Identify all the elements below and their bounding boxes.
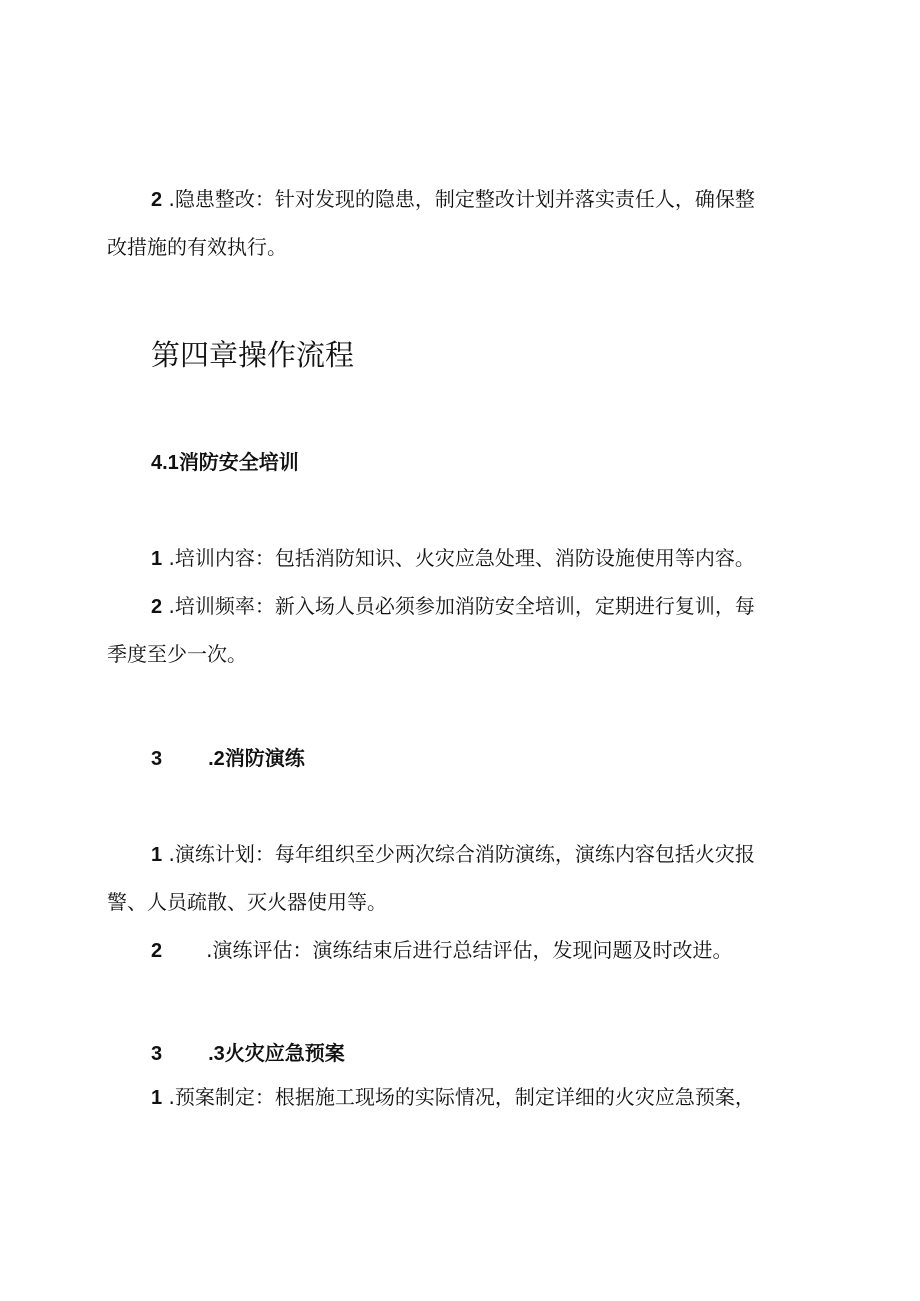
item-number: 2 — [151, 940, 163, 962]
paragraph-continuation — [107, 888, 387, 916]
section-title: 火灾应急预案 — [224, 1041, 345, 1065]
paragraph-text-line: 季度至少一次。 — [107, 642, 247, 666]
paragraph-drill-plan — [151, 840, 755, 869]
section-title: 消防演练 — [224, 746, 305, 770]
item-number: 2 — [151, 596, 163, 618]
item-number: 2 — [151, 189, 163, 211]
item-number: 1 — [151, 844, 163, 866]
paragraph-text-line: .演练计划：每年组织至少两次综合消防演练，演练内容包括火灾报 — [168, 842, 755, 866]
paragraph-continuation — [107, 233, 287, 261]
section-heading-training — [151, 448, 299, 477]
section-subnumber: .2 — [208, 748, 225, 770]
item-number: 1 — [151, 1087, 163, 1109]
paragraph-training-content — [151, 544, 755, 573]
chapter-title: 第四章操作流程 — [151, 338, 355, 372]
paragraph-text-line: 改措施的有效执行。 — [107, 235, 287, 259]
paragraph-drill-evaluation — [151, 936, 732, 965]
paragraph-text-line: 警、人员疏散、灭火器使用等。 — [107, 890, 387, 914]
paragraph-plan-formulation — [151, 1083, 755, 1112]
section-number: 4.1 — [151, 452, 179, 474]
section-number: 3 — [151, 748, 163, 770]
paragraph-text-line: .培训内容：包括消防知识、火灾应急处理、消防设施使用等内容。 — [168, 546, 755, 570]
paragraph-text-line: .预案制定：根据施工现场的实际情况，制定详细的火灾应急预案， — [168, 1085, 755, 1109]
section-title: 消防安全培训 — [178, 450, 299, 474]
paragraph-text-line: .演练评估：演练结束后进行总结评估，发现问题及时改进。 — [206, 938, 733, 962]
section-heading-drill — [151, 744, 305, 773]
paragraph-text-line: .培训频率：新入场人员必须参加消防安全培训，定期进行复训，每 — [168, 594, 755, 618]
paragraph-continuation — [107, 640, 247, 668]
section-heading-emergency-plan — [151, 1039, 345, 1068]
paragraph-hazard-rectification — [151, 185, 755, 214]
paragraph-text-line: .隐患整改：针对发现的隐患，制定整改计划并落实责任人，确保整 — [168, 187, 755, 211]
section-subnumber: .3 — [208, 1043, 225, 1065]
paragraph-training-frequency — [151, 592, 755, 621]
item-number: 1 — [151, 548, 163, 570]
section-number: 3 — [151, 1043, 163, 1065]
